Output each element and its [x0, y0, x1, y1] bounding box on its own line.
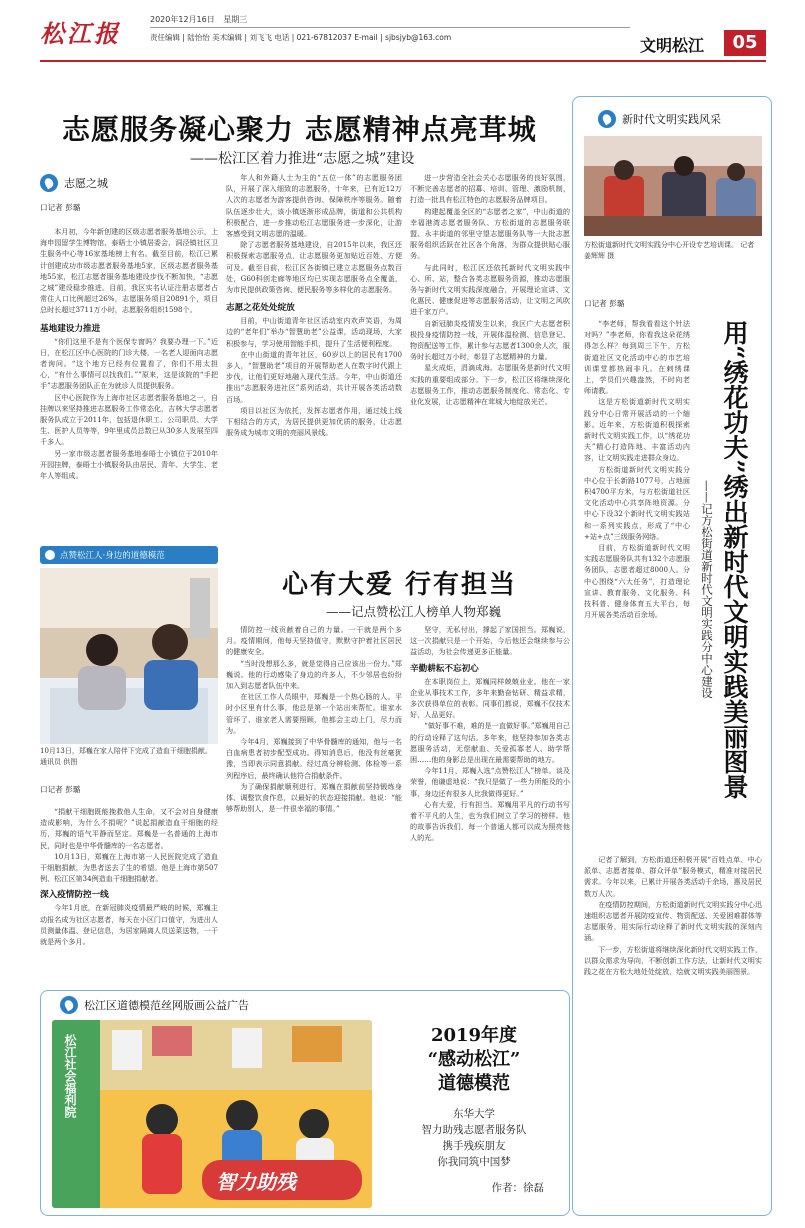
- second-col3-para: 在本职岗位上，郑巍同样兢兢业业。他在一家企业从事技术工作，多年来勤奋钻研、精益求精，多次获得单位的表彰。同事们都说，郑巍不仅技术好，人品更好。: [410, 676, 570, 720]
- lead-col1-para: 区中心医院作为上海市社区志愿者服务基地之一，自挂牌以来坚持推进志愿服务工作常态化，吉林大学志愿者服务队成立于2011年，包括退休职工、公司职员、大学生、医护人员等等，9年里成员总数已从30多人发展至四千多人。: [40, 392, 218, 447]
- second-col2-para: “当时没想那么多，就是觉得自己应该出一份力。”郑巍说。他的行动感染了身边的许多人，不少邻居也纷纷加入到志愿者队伍中来。: [226, 658, 402, 691]
- second-col3-subhead: 辛勤耕耘不忘初心: [410, 663, 479, 674]
- volunteer-logo-icon: [60, 996, 78, 1014]
- lead-col-3: [410, 172, 570, 526]
- right-body-top: [584, 318, 690, 848]
- masthead-bottom-rule: [40, 60, 766, 62]
- ad-project: 智力助残志愿者服务队: [421, 1124, 527, 1136]
- issue-date: [150, 14, 247, 25]
- issue-weekday: 星期三: [223, 15, 248, 24]
- second-col2-para: 在社区工作人员眼中，郑巍是一个热心肠的人。平时小区里有什么事，他总是第一个站出来帮忙。谁家水管坏了、谁家老人需要照顾，他都会主动上门，尽力而为。: [226, 692, 402, 735]
- lead-section-badge: [40, 174, 108, 192]
- lead-col1-para: 另一家市级志愿者服务基地泰晤士小镇位于2010年开园挂牌，泰晤士小镇服务队由居民、青年、大学生、老年人等组成。: [40, 448, 218, 481]
- right-photo-caption: 方松街道新时代文明实践分中心开设专艺培训课。 记者 姜辉辉 摄: [584, 241, 755, 260]
- second-col-1: [40, 806, 218, 984]
- second-col1-para: 10月13日，郑巍在上海市第一人民医院完成了造血干细胞捐献，为患者送去了生的希望。他是上海市第507例、松江区第34例造血干细胞捐献者。: [40, 851, 218, 884]
- donor-hospital-photo: [40, 568, 218, 744]
- ad-author: 作者：徐磊: [491, 1182, 544, 1194]
- lead-col1-para: “你们这里不是有个医保专窗吗？我要办理一下。”近日，在松江区中心医院的门诊大楼，一名老人迎面向志愿者询问。“这个地方已经有位置看了，你们不用太担心，“有什么事情可以找我们。””原来，这是该院的“手把手”志愿服务团队正在为就诊人员提供服务。: [40, 336, 218, 391]
- masthead-rule: [150, 27, 630, 28]
- lead-col2-para: 年人和外籍人士为主的“五位一体”的志愿服务团队，开展了深入细致的志愿服务，十年来，已有近12万人次的志愿者为游客提供咨询、保障秩序等服务。随着队伍逐步壮大，该小镇逐渐形成品牌，街道和公共机构积极配合，进一步推动松江志愿服务进一步深化，让游客感受到文明志愿的温暖。: [226, 173, 402, 239]
- hand-icon: [45, 550, 55, 560]
- right-body-para: 下一步，方松街道将继续深化新时代文明实践工作，以群众需求为导向，不断创新工作方法，让新时代文明实践之花在方松大地处处绽放，绘就文明实践美丽图景。: [584, 944, 762, 977]
- ad-title-year: 2019年度: [430, 1025, 518, 1046]
- lead-col2-para: 在中山街道的青年社区，60岁以上的居民有1700多人，“智慧助老”项目的开展帮助老人在数字时代跟上步伐，让他们更好地融入现代生活。今年，中山街道还推出“志愿服务进社区”系列活动，共计开展各类活动数百场。: [226, 349, 402, 404]
- right-subhead-vertical: ——记方松街道新时代文明实践分中心建设: [700, 480, 714, 699]
- ad-section-badge: [60, 996, 249, 1014]
- second-col3-para: 坚守，无私付出，撑起了家国担当。郑巍说，这一次捐献只是一个开始，今后他还会继续参与公益活动，为社会传递更多正能量。: [410, 625, 570, 657]
- ad-section-label: 松江区道德模范丝网版画公益广告: [84, 999, 249, 1012]
- ad-art-label: 智力助残: [216, 1170, 296, 1194]
- second-photo: [40, 568, 218, 744]
- lead-subhead: ——松江区着力推进“志愿之城”建设: [190, 151, 415, 167]
- ad-artwork: [52, 1020, 372, 1208]
- right-headline-vertical: 用“绣花功夫”绣出新时代文明实践美丽图景: [720, 320, 749, 799]
- editor-line: 责任编辑 | 陆怡怡 美术编辑 | 刘飞飞 电话 | 021-67812037 E-mail | sjbsjyb@163.com: [150, 33, 452, 42]
- ad-title-block: [384, 1024, 564, 1195]
- masthead: [0, 0, 805, 62]
- lead-col2-subhead: 志愿之花处处绽放: [226, 303, 295, 314]
- right-section-badge: [598, 110, 721, 128]
- section-name: 文明松江: [640, 36, 705, 55]
- right-photo: [584, 136, 762, 236]
- second-col3-para: “做好事不难，难的是一直做好事。”郑巍用自己的行动诠释了这句话。多年来，他坚持参加各类志愿服务活动，无偿献血、关爱孤寡老人、助学帮困……他的身影总是出现在最需要帮助的地方。: [410, 721, 570, 765]
- second-byline: 口记者 彭璐: [40, 785, 81, 794]
- second-col1-para: 今年1月底，在新冠肺炎疫情最严峻的时候，郑巍主动报名成为社区志愿者，每天在小区门口值守，为进出人员测量体温、登记信息，为居家隔离人员送菜送物，一干就是两个多月。: [40, 903, 218, 947]
- second-col-3: [410, 624, 570, 984]
- second-headline: 心有大爱 行有担当: [282, 570, 518, 600]
- second-section-label: 点赞松江人·身边的道德模范: [60, 551, 165, 561]
- lead-byline: 口记者 彭璐: [40, 203, 81, 212]
- second-photo-caption: 10月13日，郑巍在家人陪伴下完成了造血干细胞捐献。 通讯员 供图: [40, 747, 212, 766]
- ad-title-main: “感动松江”: [427, 1049, 521, 1070]
- right-body-para: 记者了解到，方松街道还积极开展“百姓点单、中心派单、志愿者接单、群众评单”服务模式，精准对接居民需求。今年以来，已累计开展各类活动千余场，惠及居民数万人次。: [584, 855, 762, 898]
- right-byline: 口记者 彭璐: [584, 299, 625, 308]
- ad-title-sub: 道德模范: [438, 1073, 510, 1094]
- lead-col1-para: 本月初，今年新创建的区级志愿者服务基地公示，上海申园留学生博物馆、泰晤士小镇居委会、洞泾镇社区卫生服务中心等16家基地榜上有名。截至目前，松江已累计创建成功市级志愿者服务基地5家，区级志愿者服务基地55家，松江志愿者服务基地建设步伐不断加快，“志愿之城”建设稳步推进。目前，我区实名认证注册志愿者占常住人口比例超过26%，志愿服务项目20891个，项目总时长超过3711万小时，志愿服务组织1598个。: [40, 227, 218, 315]
- silkscreen-print: [52, 1020, 372, 1208]
- lead-col3-para: 进一步营造全社会关心志愿服务的良好氛围，不断完善志愿者的招募、培训、管理、激励机制，打造一批具有松江特色的志愿服务品牌项目。: [410, 173, 570, 205]
- lead-col3-para: 自新冠肺炎疫情发生以来，我区广大志愿者积极投身疫情防控一线，开展体温检测、信息登记、物资配送等工作，累计参与志愿者1300余人次，服务时长超过万小时，彰显了志愿精神的力量。: [410, 318, 570, 362]
- right-body-para: “李老师，帮我看看这个针法对吗？”李老师，你看我这朵花绣得怎么样？每到周三下午，方松街道社区文化活动中心的市艺培训课堂都热闹非凡。在刺绣课上，学员们兴趣盎然，不时向老师请教。: [584, 319, 690, 396]
- civilization-logo-icon: [598, 110, 616, 128]
- lead-headline: 志愿服务凝心聚力 志愿精神点亮茸城: [62, 113, 537, 146]
- paper-logo: 松江报: [40, 19, 121, 48]
- lead-col2-para: 项目以社区为依托，发挥志愿者作用，通过线上线下相结合的方式，为居民提供更加优质的服务，让志愿服务成为城市文明的亮丽风景线。: [226, 405, 402, 438]
- lead-col2-para: 目前，中山街道青年社区活动室内欢声笑语，为周边的“老年们”举办“智慧助老”公益课，活动现场，大家积极参与，学习使用智能手机，提升了生活便利程度。: [226, 316, 402, 348]
- right-body-para: 方松街道新时代文明实践分中心位于长新路1077号，占地面积4700平方米，与方松街道社区文化活动中心共享阵地资源。分中心下设32个新时代文明实践站和一系列实践点，形成了“中心+站+点”三级服务网络。: [584, 464, 690, 541]
- lead-col-2: [226, 172, 402, 526]
- second-col2-para: 情防控一线贡献着自己的力量。一干就是两个多月。疫情期间，他每天坚持值守，默默守护着社区居民的健康安全。: [226, 625, 402, 657]
- second-col2-para: 为了确保捐献顺利进行，郑巍在捐献前坚持锻炼身体、调整饮食作息，以最好的状态迎接捐献。他说：“能够帮助别人，是一件很幸福的事情。”: [226, 781, 402, 814]
- right-body-para: 在疫情防控期间，方松街道新时代文明实践分中心迅速组织志愿者开展防疫宣传、物资配送、关爱困难群体等志愿服务，用实际行动诠释了新时代文明实践的深刻内涵。: [584, 899, 762, 943]
- ad-org: 东华大学: [453, 1108, 495, 1120]
- right-body-para: 这是方松街道新时代文明实践分中心日常开展活动的一个缩影。近年来，方松街道积极探索新时代文明实践工作，以“绣花功夫”精心打造阵地、丰富活动内容，让文明实践走进群众身边。: [584, 397, 690, 463]
- page-number: 05: [724, 30, 766, 56]
- lead-col2-para: 除了志愿者服务基地建设，自2015年以来，我区还积极探索志愿服务点，让志愿服务更加贴近百姓、方便可及。截至目前，松江区各街镇已建立志愿服务点数百处，G60科创走廊等地区均已实现志愿服务点全覆盖，为市民提供政策咨询、便民服务等多样化的志愿服务。: [226, 240, 402, 295]
- second-col3-para: 今年11月，郑巍入选“点赞松江人”榜单。谈及荣誉，他谦虚地说：“我只是做了一些力所能及的小事，身边还有很多人比我做得更好。”: [410, 766, 570, 798]
- ad-slogan: 携手残疾朋友: [442, 1140, 506, 1152]
- issue-date-text: 2020年12月16日: [150, 15, 215, 24]
- ad-art-side-text: 松江社会福利院: [63, 1034, 77, 1118]
- second-col2-para: 今年4月，郑巍接到了中华骨髓库的通知，他与一名白血病患者初步配型成功。得知消息后，他没有丝毫犹豫，当即表示同意捐献。经过高分辨检测、体检等一系列程序后，最终确认他符合捐献条件。: [226, 737, 402, 780]
- ad-slogan-2: 你我同筑中国梦: [437, 1156, 511, 1168]
- right-body-bottom: [584, 854, 762, 1206]
- right-section-label: 新时代文明实践风采: [622, 113, 721, 126]
- lead-col1-subhead: 基地建设力推进: [40, 323, 101, 334]
- second-col3-para: 心有大爱，行有担当。郑巍用平凡的行动书写着不平凡的人生，也为我们树立了学习的榜样。他的故事告诉我们，每一个普通人都可以成为照亮他人的光。: [410, 799, 570, 843]
- lead-section-label: 志愿之城: [64, 177, 108, 190]
- second-col-2: [226, 624, 402, 984]
- right-body-para: 目前，方松街道新时代文明实践志愿服务队共有132个志愿服务团队，志愿者超过8000人。分中心围绕“六大任务”，打造理论宣讲、教育服务、文化服务、科技科普、健身体育五大平台，每月开展各类活动百余场。: [584, 543, 690, 620]
- lead-col-1: [40, 226, 218, 526]
- second-subhead: ——记点赞松江人榜单人物郑巍: [326, 604, 502, 619]
- second-section-badge: [40, 546, 218, 564]
- embroidery-class-photo: [584, 136, 762, 236]
- second-col1-subhead: 深入疫情防控一线: [40, 890, 109, 901]
- volunteer-logo-icon: [40, 174, 58, 192]
- lead-col3-para: 构建起覆盖全区的“志愿者之家”，中山街道的幸福港湾志愿者服务队、方松街道的志愿服务联盟、永丰街道的邻里守望志愿服务队等一大批志愿服务组织活跃在社区各个角落，为群众提供贴心服务。: [410, 206, 570, 261]
- lead-col3-para: 星火成炬，涓滴成海。志愿服务是新时代文明实践的重要组成部分。下一步，松江区将继续深化志愿服务工作，推动志愿服务制度化、常态化、专业化发展，让志愿精神在茸城大地绽放光芒。: [410, 363, 570, 407]
- second-col1-para: “捐献干细胞既能挽救他人生命，又不会对自身健康造成影响，为什么不捐呢？”说起捐献造血干细胞的经历，郑巍的语气平静而坚定。郑巍是一名普通的上海市民，同时也是中华骨髓库的一名志愿者。: [40, 807, 218, 850]
- lead-col3-para: 与此同时，松江区还依托新时代文明实践中心、所、站，整合各类志愿服务资源，推动志愿服务与新时代文明实践深度融合，开展理论宣讲、文化惠民、健康促进等志愿服务活动，让文明之风吹进千家万户。: [410, 262, 570, 317]
